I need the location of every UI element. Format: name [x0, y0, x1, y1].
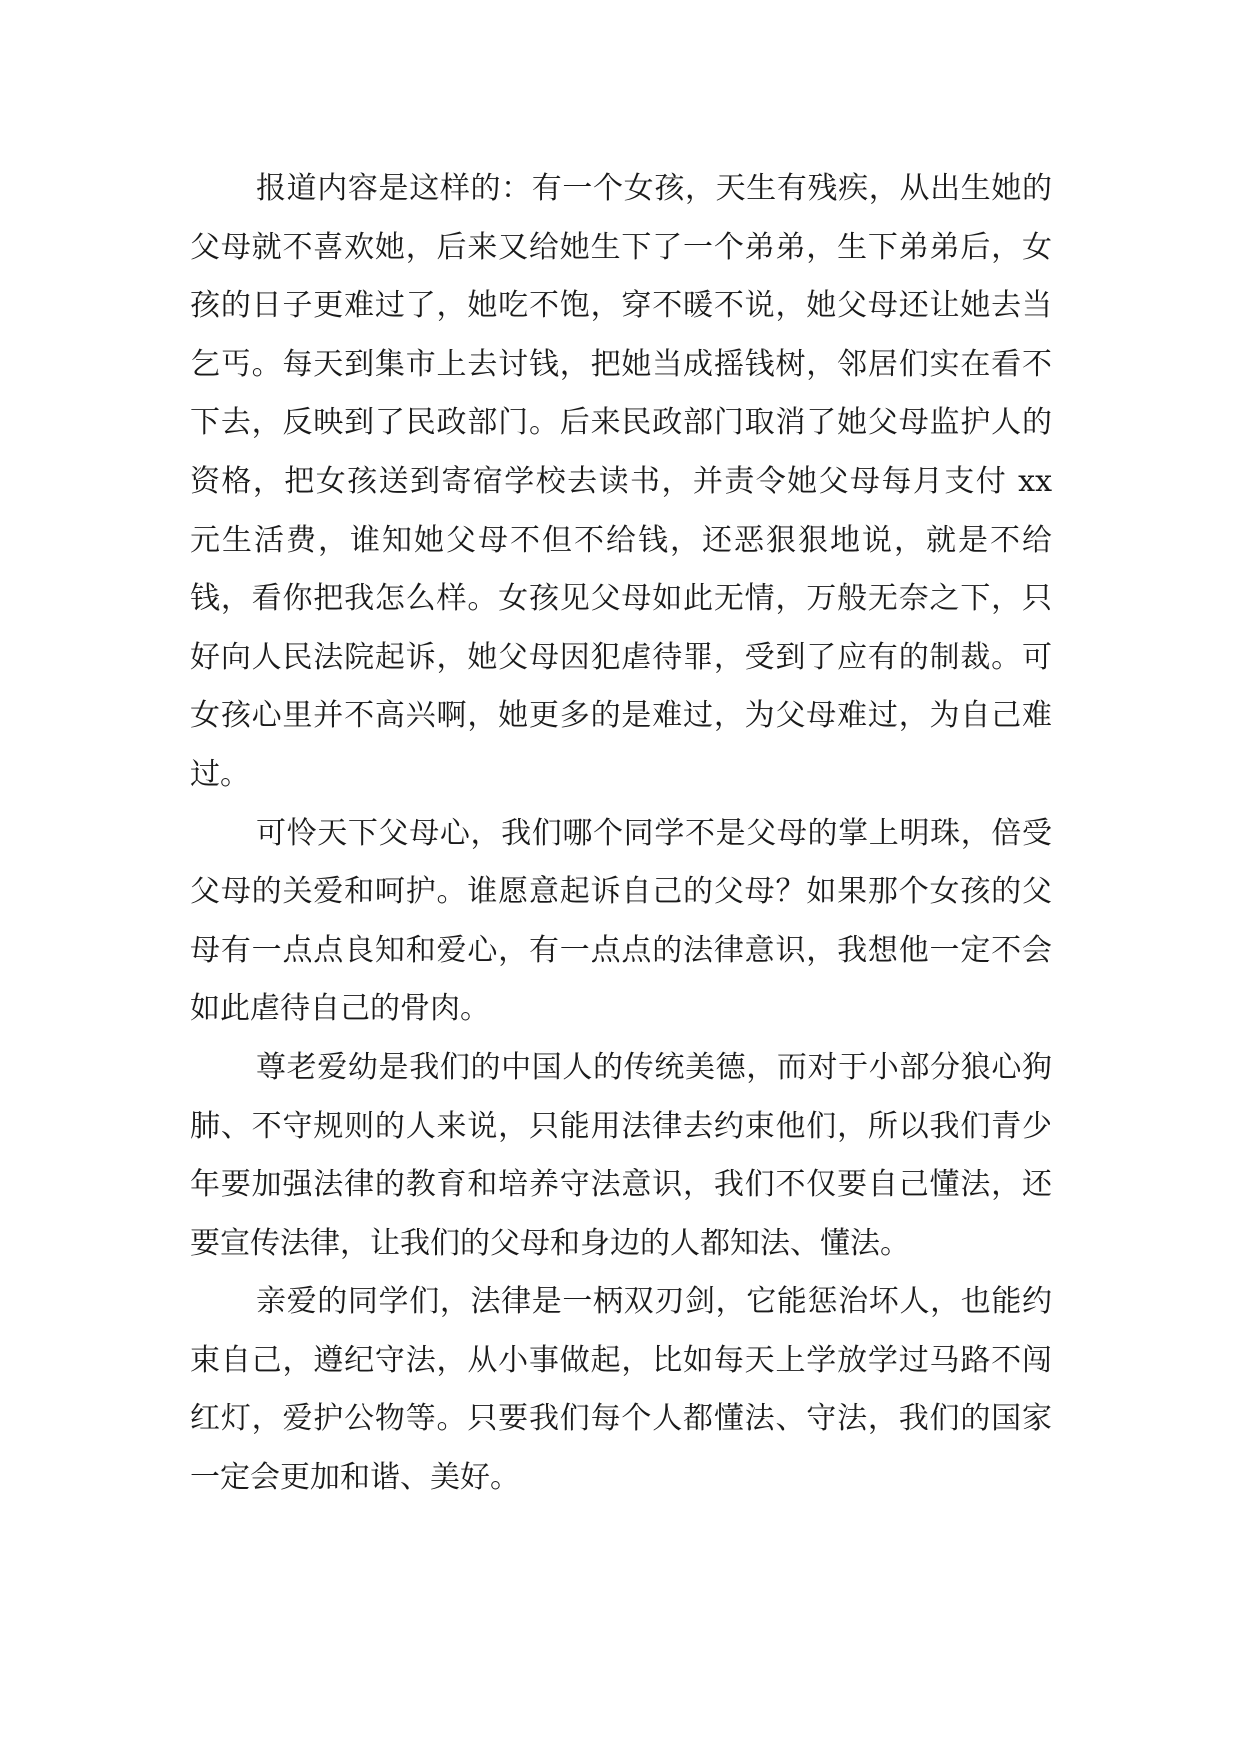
paragraph-2: 可怜天下父母心，我们哪个同学不是父母的掌上明珠，倍受父母的关爱和呵护。谁愿意起诉自己的父母？如果那个女孩的父母有一点点良知和爱心，有一点点的法律意识，我想他一定不会如此虐待自己的骨肉。: [190, 815, 1052, 1027]
paragraph-4: 亲爱的同学们，法律是一柄双刃剑，它能惩治坏人，也能约束自己，遵纪守法，从小事做起，比如每天上学放学过马路不闯红灯，爱护公物等。只要我们每个人都懂法、守法，我们的国家一定会更加和谐、美好。: [190, 1284, 1052, 1496]
paragraph-1: 报道内容是这样的：有一个女孩，天生有残疾，从出生她的父母就不喜欢她，后来又给她生下了一个弟弟，生下弟弟后，女孩的日子更难过了，她吃不饱，穿不暖不说，她父母还让她去当乞丐。每天到集市上去讨钱，把她当成摇钱树，邻居们实在看不下去，反映到了民政部门。后来民政部门取消了她父母监护人的资格，把女孩送到寄宿学校去读书，并责令她父母每月支付 xx 元生活费，谁知她父母不但不给钱，还恶狠狠地说，就是不给钱，看你把我怎么样。女孩见父母如此无情，万般无奈之下，只好向人民法院起诉，她父母因犯虐待罪，受到了应有的制裁。可女孩心里并不高兴啊，她更多的是难过，为父母难过，为自己难过。: [190, 171, 1052, 792]
paragraph-3: 尊老爱幼是我们的中国人的传统美德，而对于小部分狼心狗肺、不守规则的人来说，只能用法律去约束他们，所以我们青少年要加强法律的教育和培养守法意识，我们不仅要自己懂法，还要宣传法律，让我们的父母和身边的人都知法、懂法。: [190, 1049, 1052, 1261]
document-body: [190, 160, 1052, 1508]
